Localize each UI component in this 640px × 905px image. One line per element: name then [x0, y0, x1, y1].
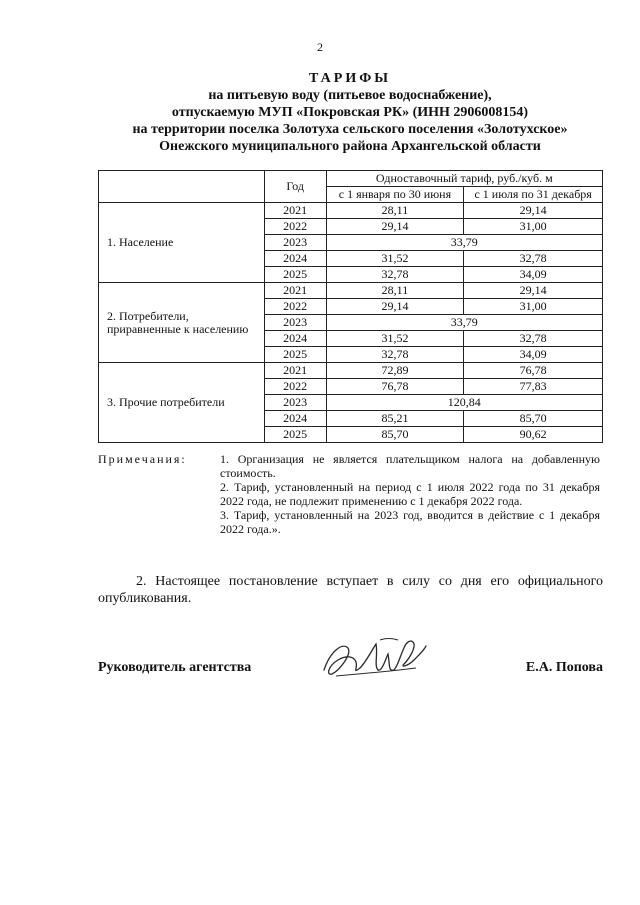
tariff-period-1-cell: 28,11	[326, 203, 464, 219]
tariff-period-1-cell: 76,78	[326, 379, 464, 395]
year-cell: 2022	[264, 379, 326, 395]
title-line-5: Онежского муниципального района Архангельской области	[159, 139, 541, 154]
tariff-annual-cell: 120,84	[326, 395, 602, 411]
year-cell: 2024	[264, 331, 326, 347]
tariff-period-2-cell: 90,62	[464, 427, 603, 443]
title-line-3: отпускаемую МУП «Покровская РК» (ИНН 2906008154)	[171, 105, 529, 120]
tariff-period-2-cell: 76,78	[464, 363, 603, 379]
handwritten-signature	[316, 630, 431, 685]
effective-date-paragraph: 2. Настоящее постановление вступает в силу со дня его официального опубликования.	[98, 574, 603, 606]
tariffs-table	[98, 170, 603, 443]
document-title	[0, 70, 640, 155]
table-row	[99, 363, 603, 379]
year-cell: 2025	[264, 267, 326, 283]
title-line-4: на территории поселка Золотуха сельского поселения «Золотухское»	[132, 122, 568, 137]
tariff-period-2-cell: 32,78	[464, 331, 603, 347]
tariff-annual-cell: 33,79	[326, 315, 602, 331]
tariff-period-1-cell: 85,70	[326, 427, 464, 443]
tariff-period-1-cell: 72,89	[326, 363, 464, 379]
tariff-period-1-cell: 31,52	[326, 251, 464, 267]
year-cell: 2024	[264, 251, 326, 267]
table-row	[99, 203, 603, 219]
signatory-name: Е.А. Попова	[525, 660, 603, 675]
category-cell: 2. Потребители, приравненные к населению	[99, 283, 265, 363]
title-line-1: ТАРИФЫ	[309, 71, 391, 86]
year-cell: 2021	[264, 363, 326, 379]
table-row	[99, 283, 603, 299]
note-item: 1. Организация не является плательщиком налога на добавленную стоимость.	[220, 452, 600, 480]
year-cell: 2025	[264, 427, 326, 443]
notes-label: Примечания:	[98, 452, 187, 466]
tariff-period-1-cell: 31,52	[326, 331, 464, 347]
category-cell: 1. Население	[99, 203, 265, 283]
tariff-period-2-cell: 34,09	[464, 267, 603, 283]
year-cell: 2022	[264, 219, 326, 235]
tariff-period-2-cell: 31,00	[464, 299, 603, 315]
note-item: 3. Тариф, установленный на 2023 год, вводится в действие с 1 декабря 2022 года.».	[220, 508, 600, 536]
page-number: 2	[317, 40, 323, 54]
tariff-period-1-cell: 29,14	[326, 299, 464, 315]
category-cell: 3. Прочие потребители	[99, 363, 265, 443]
header-period-1: с 1 января по 30 июня	[326, 187, 464, 203]
tariff-period-1-cell: 32,78	[326, 267, 464, 283]
tariff-period-1-cell: 28,11	[326, 283, 464, 299]
title-line-2: на питьевую воду (питьевое водоснабжение),	[208, 88, 492, 103]
note-item: 2. Тариф, установленный на период с 1 июля 2022 года по 31 декабря 2022 года, не подлежит применению с 1 декабря 2022 года.	[220, 480, 600, 508]
year-cell: 2025	[264, 347, 326, 363]
header-empty-cell	[99, 171, 265, 203]
year-cell: 2023	[264, 395, 326, 411]
table-header-row	[99, 171, 603, 187]
tariff-period-1-cell: 85,21	[326, 411, 464, 427]
year-cell: 2021	[264, 203, 326, 219]
tariff-period-2-cell: 31,00	[464, 219, 603, 235]
notes-list	[220, 452, 600, 536]
tariff-annual-cell: 33,79	[326, 235, 602, 251]
tariff-period-2-cell: 77,83	[464, 379, 603, 395]
header-year: Год	[264, 171, 326, 203]
year-cell: 2022	[264, 299, 326, 315]
tariff-period-2-cell: 29,14	[464, 283, 603, 299]
year-cell: 2023	[264, 235, 326, 251]
tariff-period-1-cell: 29,14	[326, 219, 464, 235]
year-cell: 2021	[264, 283, 326, 299]
header-tariff: Одноставочный тариф, руб./куб. м	[326, 171, 602, 187]
tariff-period-2-cell: 85,70	[464, 411, 603, 427]
tariff-period-2-cell: 34,09	[464, 347, 603, 363]
year-cell: 2023	[264, 315, 326, 331]
tariff-period-1-cell: 32,78	[326, 347, 464, 363]
tariff-period-2-cell: 32,78	[464, 251, 603, 267]
signatory-role: Руководитель агентства	[98, 660, 252, 675]
header-period-2: с 1 июля по 31 декабря	[464, 187, 603, 203]
tariff-period-2-cell: 29,14	[464, 203, 603, 219]
year-cell: 2024	[264, 411, 326, 427]
